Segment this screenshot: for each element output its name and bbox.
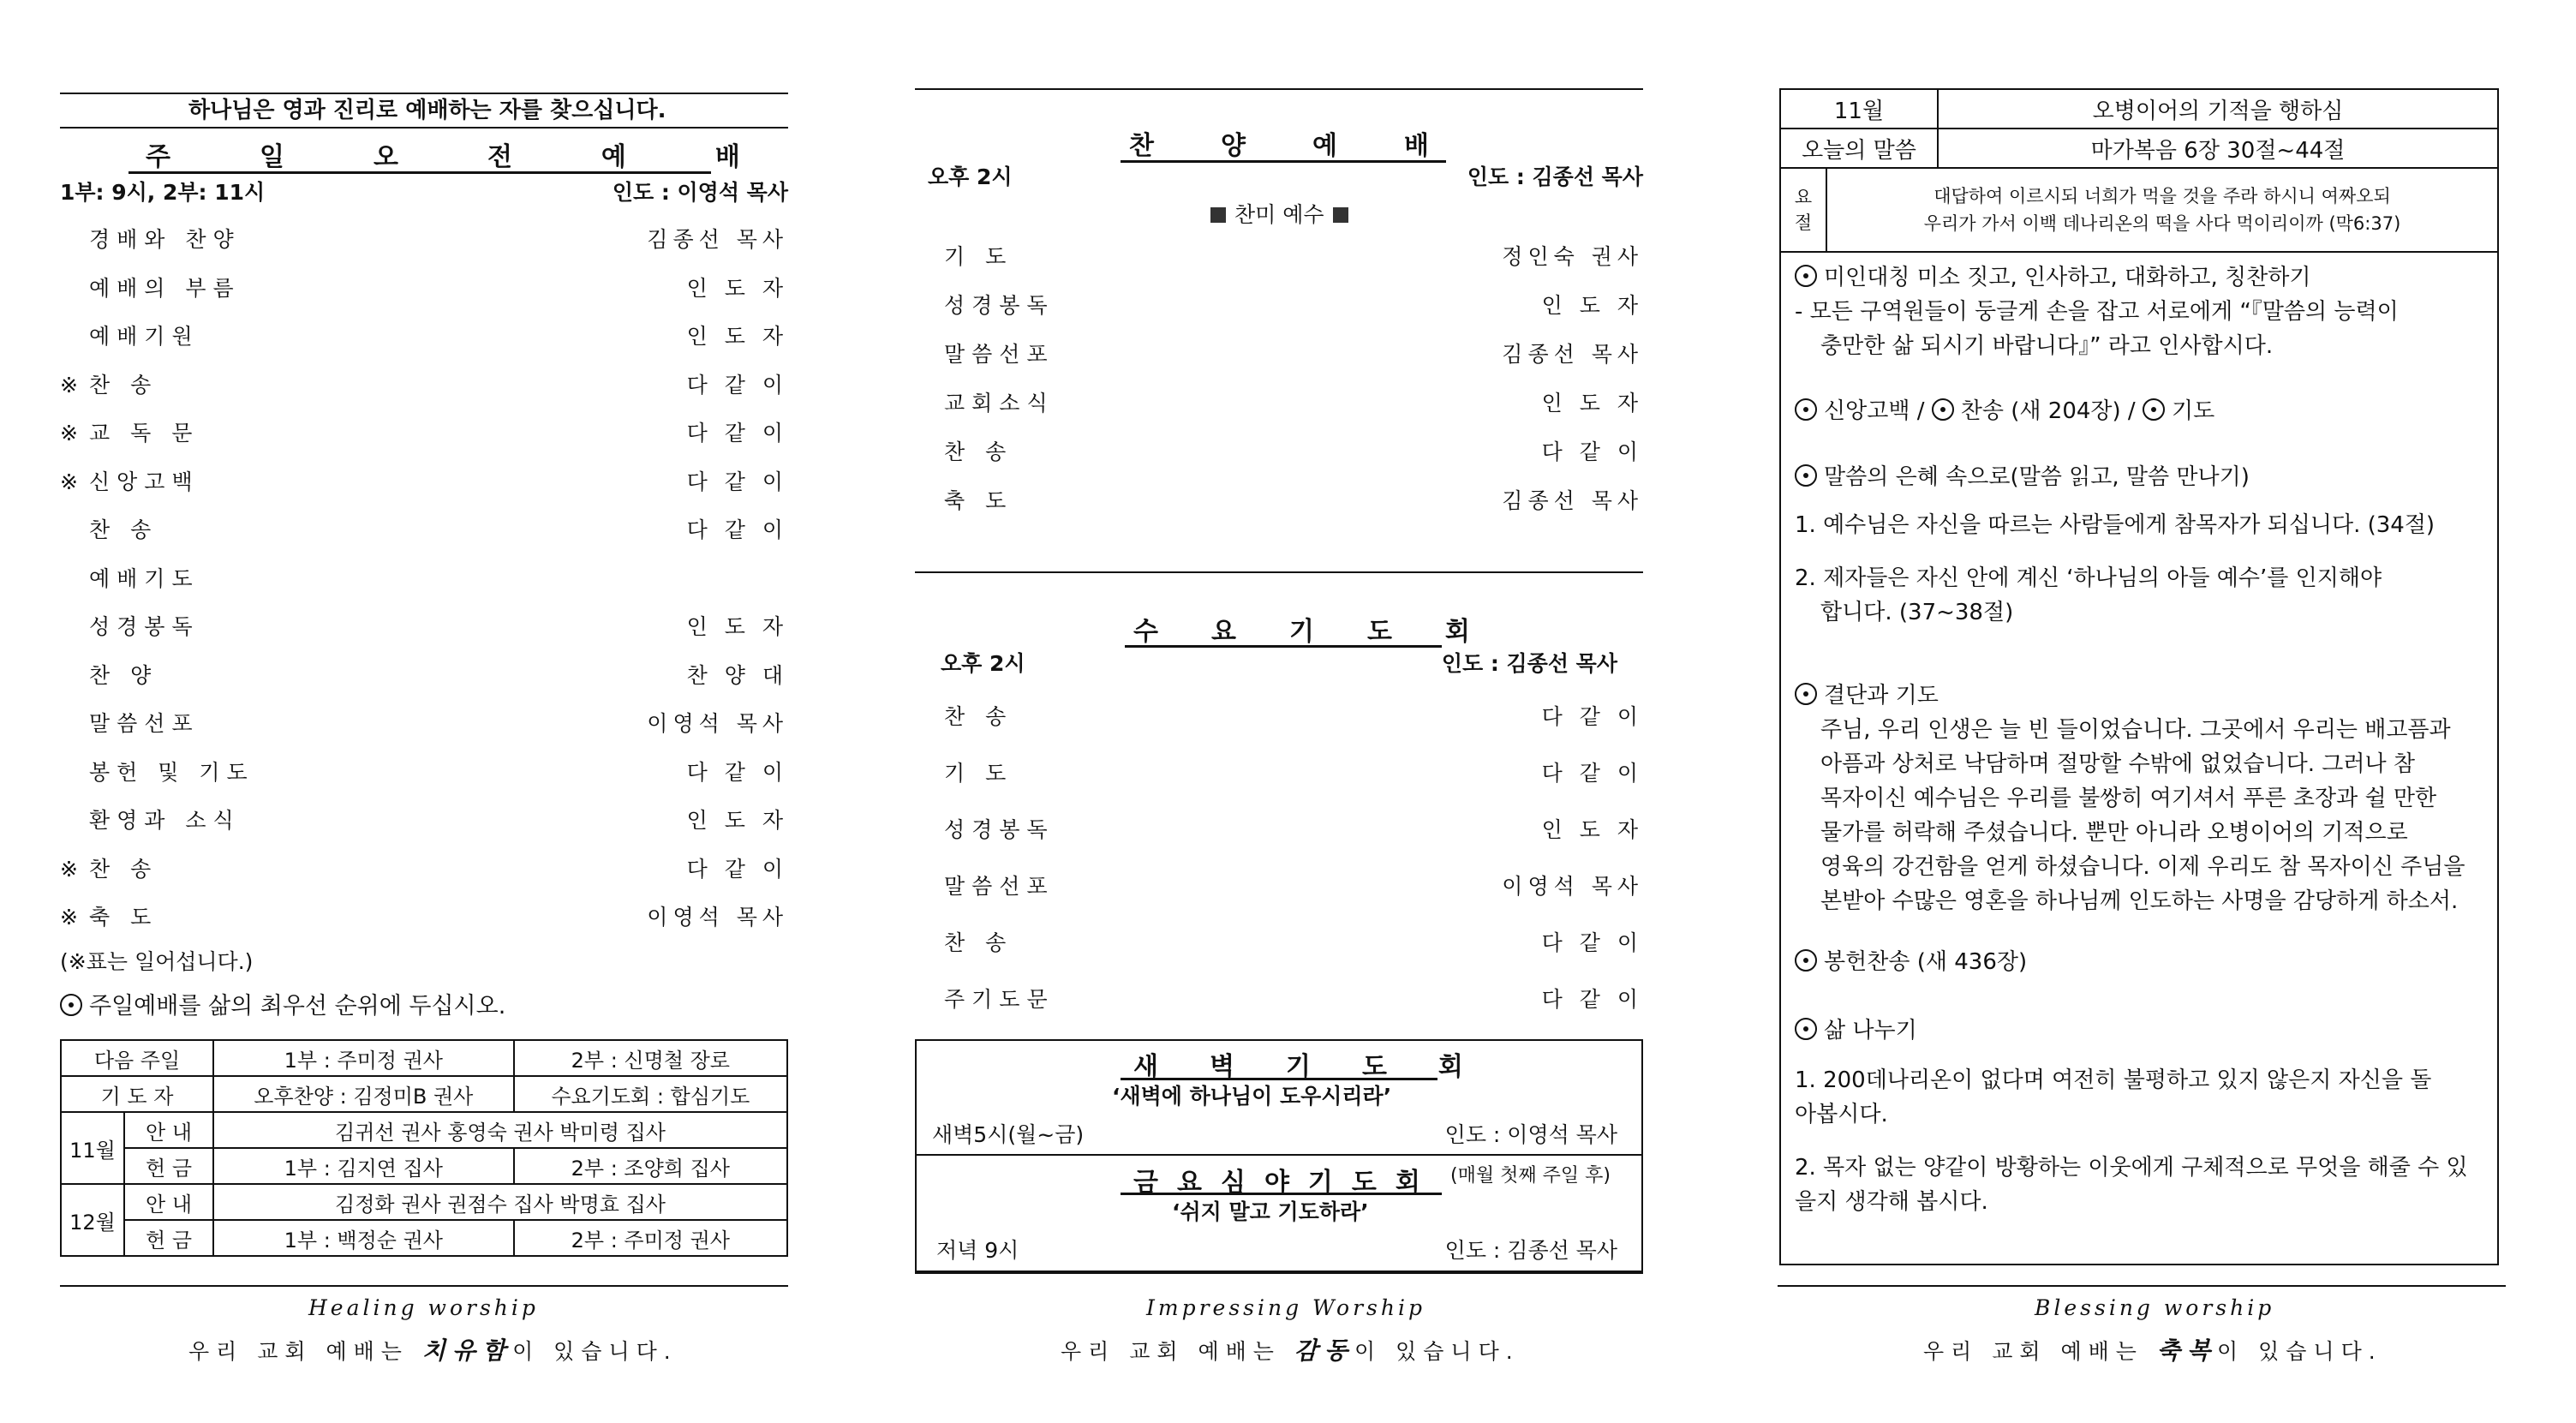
program-row xyxy=(60,804,788,838)
program-row xyxy=(915,338,1643,372)
box-divider xyxy=(915,1154,1643,1156)
sunday-morning-column xyxy=(60,0,829,1423)
duty-roster-table xyxy=(60,1039,788,1257)
sharing-title: 삶 나누기 xyxy=(1795,1013,2468,1048)
program-row xyxy=(915,435,1643,469)
program-item-person: 인 도 자 xyxy=(686,324,788,349)
program-item-person: 김종선 목사 xyxy=(647,227,788,252)
program-row xyxy=(915,240,1643,274)
program-item-person: 다 같 이 xyxy=(686,759,788,785)
program-item-person: 다 같 이 xyxy=(1541,761,1643,786)
program-item-label: 주기도문 xyxy=(944,987,1055,1012)
program-item-person: 다 같 이 xyxy=(686,421,788,445)
stand-mark: ※ xyxy=(60,421,78,445)
program-row xyxy=(60,416,788,451)
program-row xyxy=(60,320,788,354)
roster-nov-offering-2: 2부 : 조양희 집사 xyxy=(514,1148,787,1184)
section-confession: 신앙고백 / 찬송 (새 204장) / 기도 xyxy=(1795,394,2214,428)
key-verse-table xyxy=(1779,167,2499,253)
praise-subtitle: 찬미 예수 xyxy=(1202,202,1357,228)
roster-month-nov: 11월 xyxy=(61,1112,124,1184)
roster-header-next: 다음 주일 xyxy=(61,1040,213,1076)
footer-script: Blessing worship xyxy=(2035,1295,2275,1320)
footer-rule xyxy=(60,1285,788,1287)
roster-afternoon: 오후찬양 : 김정미B 권사 xyxy=(213,1076,514,1112)
program-item-label: 찬 송 xyxy=(89,372,158,398)
greeting-title: 미인대칭 미소 짓고, 인사하고, 대화하고, 칭찬하기 xyxy=(1795,260,2399,295)
weekly-services-column xyxy=(915,0,1643,1423)
service-times: 1부: 9시, 2부: 11시 xyxy=(60,180,266,205)
program-item-person: 다 같 이 xyxy=(686,856,788,882)
program-row xyxy=(915,756,1643,791)
roster-wednesday: 수요기도회 : 합심기도 xyxy=(514,1076,787,1112)
word-point-2b: 합니다. (37~38절) xyxy=(1820,600,2014,625)
square-bullet-icon xyxy=(1210,207,1226,223)
praise-service-title: 찬양예배 xyxy=(1129,131,1496,161)
priority-note: 주일예배를 삶의 최우선 순위에 두십시오. xyxy=(60,994,505,1019)
friday-time: 저녁 9시 xyxy=(936,1238,1019,1263)
sharing-point-1a: 1. 200데나리온이 없다며 여전히 불평하고 있지 않은지 자신을 돌 xyxy=(1795,1067,2432,1093)
roster-prayer-1: 1부 : 주미정 권사 xyxy=(213,1040,514,1076)
cell-group-column xyxy=(1778,0,2506,1423)
program-item-label: 환영과 소식 xyxy=(89,808,241,833)
prayer-line-5: 영육의 강건함을 얻게 하셨습니다. 이제 우리도 참 목자이신 주님을 xyxy=(1820,854,2465,880)
roster-offering-label: 헌 금 xyxy=(124,1220,213,1256)
roster-usher-label: 안 내 xyxy=(124,1112,213,1148)
roster-nov-ushers: 김귀선 권사 홍영숙 권사 박미령 집사 xyxy=(213,1112,787,1148)
greeting-line-2: 충만한 삶 되시기 바랍니다』” 라고 인사합시다. xyxy=(1820,333,2274,359)
prayer-line-6: 본받아 수많은 영혼을 하나님께 인도하는 사명을 감당하게 하소서. xyxy=(1820,888,2459,914)
motto: 하나님은 영과 진리로 예배하는 자를 찾으십니다. xyxy=(188,98,666,123)
program-item-person: 다 같 이 xyxy=(1541,987,1643,1012)
greeting-line-1: - 모든 구역원들이 둥글게 손을 잡고 서로에게 “『말씀의 능력이 xyxy=(1795,299,2399,325)
praise-underline xyxy=(1121,160,1446,163)
roster-month-dec: 12월 xyxy=(61,1184,124,1256)
section-word xyxy=(1795,460,2435,630)
section-rule xyxy=(915,571,1643,573)
program-item-label: 축 도 xyxy=(944,488,1013,513)
key-verse-text: 대답하여 이르시되 너희가 먹을 것을 주라 하시니 여짜오되 우리가 가서 이백 데나리온의 떡을 사다 먹이리이까 (막6:37) xyxy=(1826,168,2498,252)
roster-dec-offering-1: 1부 : 백정순 권사 xyxy=(213,1220,514,1256)
program-item-person: 다 같 이 xyxy=(686,517,788,542)
friday-leader: 인도 : 김종선 목사 xyxy=(1444,1238,1617,1263)
sermon-header-table xyxy=(1779,88,2499,169)
program-row xyxy=(60,756,788,790)
bullet-circle-icon xyxy=(1795,1018,1817,1040)
sharing-point-2a: 2. 목자 없는 양같이 방황하는 이웃에게 구체적으로 무엇을 해줄 수 있 xyxy=(1795,1155,2468,1181)
roster-usher-label: 안 내 xyxy=(124,1184,213,1220)
program-item-label: 교회소식 xyxy=(944,391,1055,416)
program-row xyxy=(60,368,788,403)
friday-underline xyxy=(1121,1193,1442,1195)
program-item-label: 말씀선포 xyxy=(944,342,1055,367)
friday-subtitle: ‘쉬지 말고 기도하라’ xyxy=(1172,1199,1369,1224)
dawn-time: 새벽5시(월~금) xyxy=(932,1122,1085,1147)
bullet-circle-icon xyxy=(1795,464,1817,487)
prayer-line-3: 목자이신 예수님은 우리를 불쌍히 여기셔서 푸른 초장과 쉴 만한 xyxy=(1820,786,2437,811)
roster-dec-ushers: 김정화 권사 권점수 집사 박명효 집사 xyxy=(213,1184,787,1220)
month-cell: 11월 xyxy=(1780,89,1938,129)
bullet-circle-icon xyxy=(1795,398,1817,421)
today-label-cell: 오늘의 말씀 xyxy=(1780,129,1938,168)
program-row xyxy=(915,700,1643,734)
program-item-label: 성경봉독 xyxy=(89,614,200,639)
bullet-circle-icon xyxy=(1932,398,1954,421)
section-sharing xyxy=(1795,1013,2468,1219)
wednesday-leader: 인도 : 김종선 목사 xyxy=(1441,651,1617,676)
square-bullet-icon xyxy=(1333,207,1348,223)
sharing-point-1b: 아봅시다. xyxy=(1795,1102,1888,1127)
program-item-person: 김종선 목사 xyxy=(1502,488,1643,513)
service-leader: 인도 : 이영석 목사 xyxy=(612,180,788,205)
bullet-circle-icon xyxy=(1795,265,1817,287)
program-item-person: 정인숙 권사 xyxy=(1502,244,1643,269)
program-item-label: 경배와 찬양 xyxy=(89,227,241,252)
program-item-person: 인 도 자 xyxy=(1541,391,1643,416)
program-item-person: 김종선 목사 xyxy=(1502,342,1643,367)
program-item-label: 말씀선포 xyxy=(89,711,200,736)
program-row xyxy=(60,610,788,644)
program-item-person: 다 같 이 xyxy=(1541,439,1643,464)
program-item-person: 이영석 목사 xyxy=(1502,874,1643,899)
program-row xyxy=(60,223,788,257)
word-point-2a: 2. 제자들은 자신 안에 계신 ‘하나님의 아들 예수’를 인지해야 xyxy=(1795,565,2382,591)
program-item-person: 이영석 목사 xyxy=(647,711,788,736)
program-item-person: 다 같 이 xyxy=(1541,704,1643,729)
program-item-label: 예배기원 xyxy=(89,324,200,349)
program-item-label: 찬 송 xyxy=(944,930,1013,955)
program-item-label: 찬 송 xyxy=(944,439,1013,464)
footer-script: Healing worship xyxy=(308,1295,539,1320)
roster-prayer-2: 2부 : 신명철 장로 xyxy=(514,1040,787,1076)
program-item-label: 축 도 xyxy=(89,905,158,930)
footer-slogan: 우리 교회 예배는 감동이 있습니다. xyxy=(1061,1336,1520,1365)
program-item-person: 인 도 자 xyxy=(686,275,788,301)
program-row xyxy=(60,659,788,693)
friday-note: (매월 첫째 주일 후) xyxy=(1450,1165,1611,1187)
program-row xyxy=(915,926,1643,960)
program-row xyxy=(60,852,788,887)
wednesday-time: 오후 2시 xyxy=(941,651,1025,676)
roster-nov-offering-1: 1부 : 김지연 집사 xyxy=(213,1148,514,1184)
roster-offering-label: 헌 금 xyxy=(124,1148,213,1184)
program-item-person: 이영석 목사 xyxy=(647,905,788,930)
program-item-label: 찬 송 xyxy=(89,517,158,542)
top-rule xyxy=(915,88,1643,90)
sunday-service-title: 주일오전예배 xyxy=(146,142,829,172)
program-row xyxy=(915,983,1643,1017)
stand-mark: ※ xyxy=(60,372,78,398)
program-row xyxy=(60,465,788,499)
program-item-person: 다 같 이 xyxy=(686,372,788,398)
program-item-label: 기 도 xyxy=(944,244,1013,269)
section-resolution xyxy=(1795,679,2465,918)
program-item-label: 예배기도 xyxy=(89,565,200,591)
praise-leader: 인도 : 김종선 목사 xyxy=(1467,164,1643,189)
program-item-person: 인 도 자 xyxy=(1541,293,1643,318)
program-item-person: 인 도 자 xyxy=(1541,817,1643,842)
section-offering-hymn: 봉헌찬송 (새 436장) xyxy=(1795,945,2027,979)
program-item-person: 인 도 자 xyxy=(686,808,788,833)
bullet-circle-icon xyxy=(1795,683,1817,705)
program-row xyxy=(60,707,788,741)
title-underline xyxy=(129,171,711,174)
program-row xyxy=(60,513,788,547)
stand-mark: ※ xyxy=(60,469,78,494)
top-rule xyxy=(60,93,788,94)
prayer-line-4: 물가를 허락해 주셨습니다. 뿐만 아니라 오병이어의 기적으로 xyxy=(1820,820,2408,846)
word-title: 말씀의 은혜 속으로(말씀 읽고, 말씀 만나기) xyxy=(1795,460,2435,494)
bullet-circle-icon xyxy=(60,994,82,1016)
resolution-title: 결단과 기도 xyxy=(1795,679,2465,713)
prayer-line-2: 아픔과 상처로 낙담하며 절망할 수밖에 없었습니다. 그러나 참 xyxy=(1820,751,2416,777)
word-point-1: 1. 예수님은 자신을 따르는 사람들에게 참목자가 되십니다. (34절) xyxy=(1795,512,2436,538)
wednesday-underline xyxy=(1125,645,1442,648)
program-item-label: 교 독 문 xyxy=(89,421,200,445)
program-item-label: 말씀선포 xyxy=(944,874,1055,899)
footer-rule xyxy=(1778,1285,2506,1287)
stand-mark: ※ xyxy=(60,905,78,930)
wednesday-title: 수요기도회 xyxy=(1133,617,1523,647)
program-row xyxy=(915,813,1643,847)
dawn-leader: 인도 : 이영석 목사 xyxy=(1444,1122,1617,1147)
program-item-person: 다 같 이 xyxy=(686,469,788,494)
key-verse-label: 요 절 xyxy=(1780,168,1826,252)
program-row xyxy=(915,386,1643,421)
program-row xyxy=(915,289,1643,323)
dawn-subtitle: ‘새벽에 하나님이 도우시리라’ xyxy=(1112,1084,1392,1109)
program-item-label: 찬 송 xyxy=(944,704,1013,729)
motto-rule xyxy=(60,127,788,129)
praise-time: 오후 2시 xyxy=(928,164,1013,189)
program-row xyxy=(915,870,1643,904)
program-item-label: 기 도 xyxy=(944,761,1013,786)
sharing-point-2b: 을지 생각해 봅시다. xyxy=(1795,1189,1988,1215)
bullet-circle-icon xyxy=(2143,398,2165,421)
section-greeting xyxy=(1795,260,2399,363)
program-item-label: 예배의 부름 xyxy=(89,275,241,301)
program-row xyxy=(915,484,1643,518)
program-row xyxy=(60,900,788,935)
stand-mark: ※ xyxy=(60,856,78,882)
footer-script: Impressing Worship xyxy=(1146,1295,1425,1320)
theme-cell: 오병이어의 기적을 행하심 xyxy=(1938,89,2498,129)
today-reference-cell: 마가복음 6장 30절~44절 xyxy=(1938,129,2498,168)
program-item-label: 찬 양 xyxy=(89,662,158,688)
roster-dec-offering-2: 2부 : 주미정 권사 xyxy=(514,1220,787,1256)
program-row xyxy=(60,562,788,596)
stand-note: (※표는 일어섭니다.) xyxy=(60,949,254,974)
bullet-circle-icon xyxy=(1795,949,1817,972)
roster-header-prayer: 기 도 자 xyxy=(61,1076,213,1112)
program-item-label: 성경봉독 xyxy=(944,293,1055,318)
program-item-label: 찬 송 xyxy=(89,856,158,882)
footer-rule xyxy=(915,1271,1643,1272)
program-item-label: 봉헌 및 기도 xyxy=(89,759,254,785)
dawn-underline xyxy=(1121,1078,1437,1080)
friday-prayer-title: 금요심야기도회 xyxy=(1133,1168,1439,1198)
program-item-person: 인 도 자 xyxy=(686,614,788,639)
footer-slogan: 우리 교회 예배는 치유함이 있습니다. xyxy=(188,1336,678,1365)
program-item-person: 다 같 이 xyxy=(1541,930,1643,955)
program-item-label: 성경봉독 xyxy=(944,817,1055,842)
footer-slogan: 우리 교회 예배는 축복이 있습니다. xyxy=(1923,1336,2382,1365)
program-item-person: 찬 양 대 xyxy=(686,662,788,688)
dawn-prayer-title: 새벽기도회 xyxy=(1133,1052,1515,1082)
program-item-label: 신앙고백 xyxy=(89,469,200,494)
prayer-line-1: 주님, 우리 인생은 늘 빈 들이었습니다. 그곳에서 우리는 배고픔과 xyxy=(1820,717,2451,743)
program-row xyxy=(60,272,788,306)
